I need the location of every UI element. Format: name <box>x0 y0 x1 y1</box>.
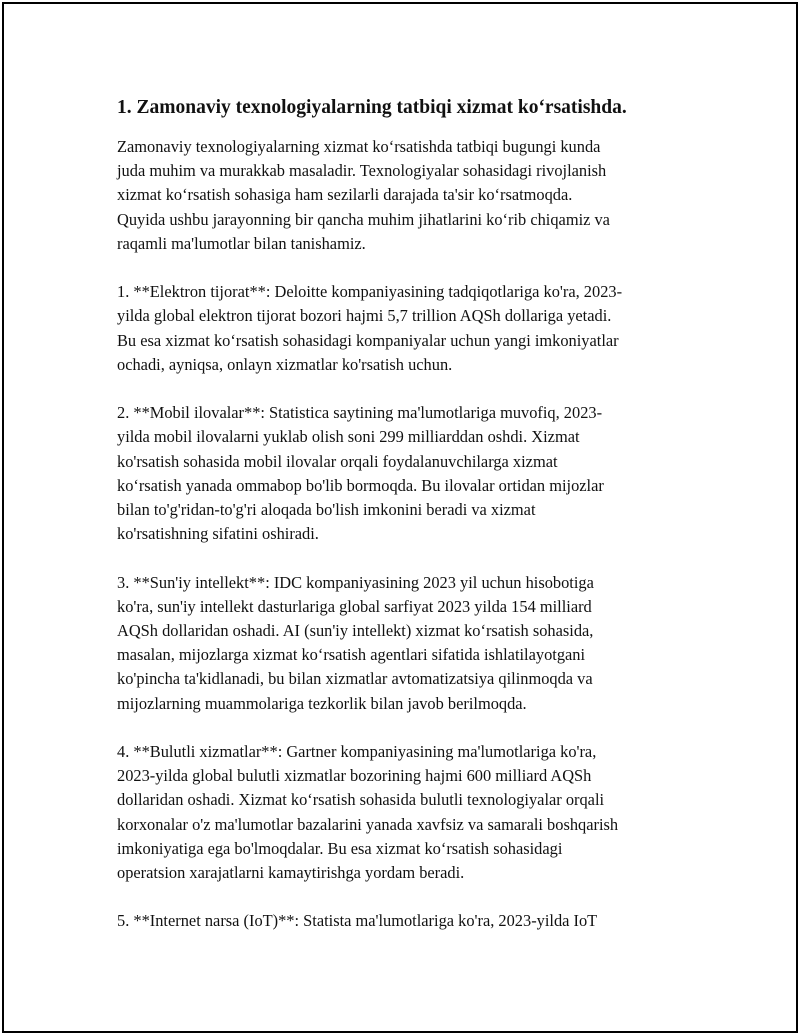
text-line: mijozlarning muammolariga tezkorlik bilan javob berilmoqda. <box>117 693 527 713</box>
text-line: yilda global elektron tijorat bozori hajmi 5,7 trillion AQSh dollariga yetadi. <box>117 306 612 326</box>
text-line: 5. **Internet narsa (IoT)**: Statista ma'lumotlariga ko'ra, 2023-yilda IoT <box>117 911 598 931</box>
text-line: 4. **Bulutli xizmatlar**: Gartner kompaniyasining ma'lumotlariga ko'ra, <box>117 742 597 762</box>
text-line: ko'rsatish sohasida mobil ilovalar orqali foydalanuvchilarga xizmat <box>117 451 558 471</box>
text-line: ko'ra, sun'iy intellekt dasturlariga global sarfiyat 2023 yilda 154 milliard <box>117 596 592 616</box>
text-line: korxonalar o'z ma'lumotlar bazalarini yanada xavfsiz va samarali boshqarish <box>117 814 619 834</box>
text-line: dollaridan oshadi. Xizmat koʻrsatish sohasida bulutli texnologiyalar orqali <box>117 790 605 810</box>
text-line: yilda mobil ilovalarni yuklab olish soni 299 milliarddan oshdi. Xizmat <box>117 427 580 447</box>
text-line: ko'rsatishning sifatini oshiradi. <box>117 524 319 544</box>
text-line: imkoniyatiga ega bo'lmoqdalar. Bu esa xizmat koʻrsatish sohasidagi <box>117 838 563 858</box>
text-line: raqamli ma'lumotlar bilan tanishamiz. <box>117 233 366 253</box>
text-line: Zamonaviy texnologiyalarning xizmat koʻrsatishda tatbiqi bugungi kunda <box>117 137 601 156</box>
text-line: 2. **Mobil ilovalar**: Statistica saytining ma'lumotlariga muvofiq, 2023- <box>117 403 603 423</box>
text-line: Quyida ushbu jarayonning bir qancha muhim jihatlarini koʻrib chiqamiz va <box>117 209 610 229</box>
text-line: masalan, mijozlarga xizmat koʻrsatish agentlari sifatida ishlatilayotgani <box>117 645 586 665</box>
text-line: xizmat koʻrsatish sohasiga ham sezilarli darajada ta'sir koʻrsatmoqda. <box>117 185 573 205</box>
list-item-elektron-tijorat <box>117 280 697 377</box>
intro-paragraph <box>117 135 697 256</box>
text-line: ko'pincha ta'kidlanadi, bu bilan xizmatlar avtomatizatsiya qilinmoqda va <box>117 669 593 689</box>
list-item-internet-narsa <box>117 909 697 933</box>
section-heading: 1. Zamonaviy texnologiyalarning tatbiqi xizmat koʻrsatishda. <box>117 97 627 118</box>
list-item-mobil-ilovalar <box>117 401 697 546</box>
text-line: operatsion xarajatlarni kamaytirishga yordam beradi. <box>117 863 465 883</box>
text-line: juda muhim va murakkab masaladir. Texnologiyalar sohasidagi rivojlanish <box>117 161 607 181</box>
document-body <box>117 95 697 958</box>
text-line: 1. **Elektron tijorat**: Deloitte kompaniyasining tadqiqotlariga ko'ra, 2023- <box>117 282 623 302</box>
list-item-suniy-intellekt <box>117 571 697 716</box>
text-line: 2023-yilda global bulutli xizmatlar bozorining hajmi 600 milliard AQSh <box>117 766 592 786</box>
text-line: koʻrsatish yanada ommabop bo'lib bormoqda. Bu ilovalar ortidan mijozlar <box>117 475 604 495</box>
text-line: 3. **Sun'iy intellekt**: IDC kompaniyasining 2023 yil uchun hisobotiga <box>117 572 594 592</box>
text-line: bilan to'g'ridan-to'g'ri aloqada bo'lish imkonini beradi va xizmat <box>117 500 536 520</box>
text-line: ochadi, ayniqsa, onlayn xizmatlar ko'rsatish uchun. <box>117 354 453 374</box>
text-line: AQSh dollaridan oshadi. AI (sun'iy intellekt) xizmat koʻrsatish sohasida, <box>117 621 594 641</box>
list-item-bulutli-xizmatlar <box>117 740 697 885</box>
text-line: Bu esa xizmat koʻrsatish sohasidagi kompaniyalar uchun yangi imkoniyatlar <box>117 330 619 350</box>
